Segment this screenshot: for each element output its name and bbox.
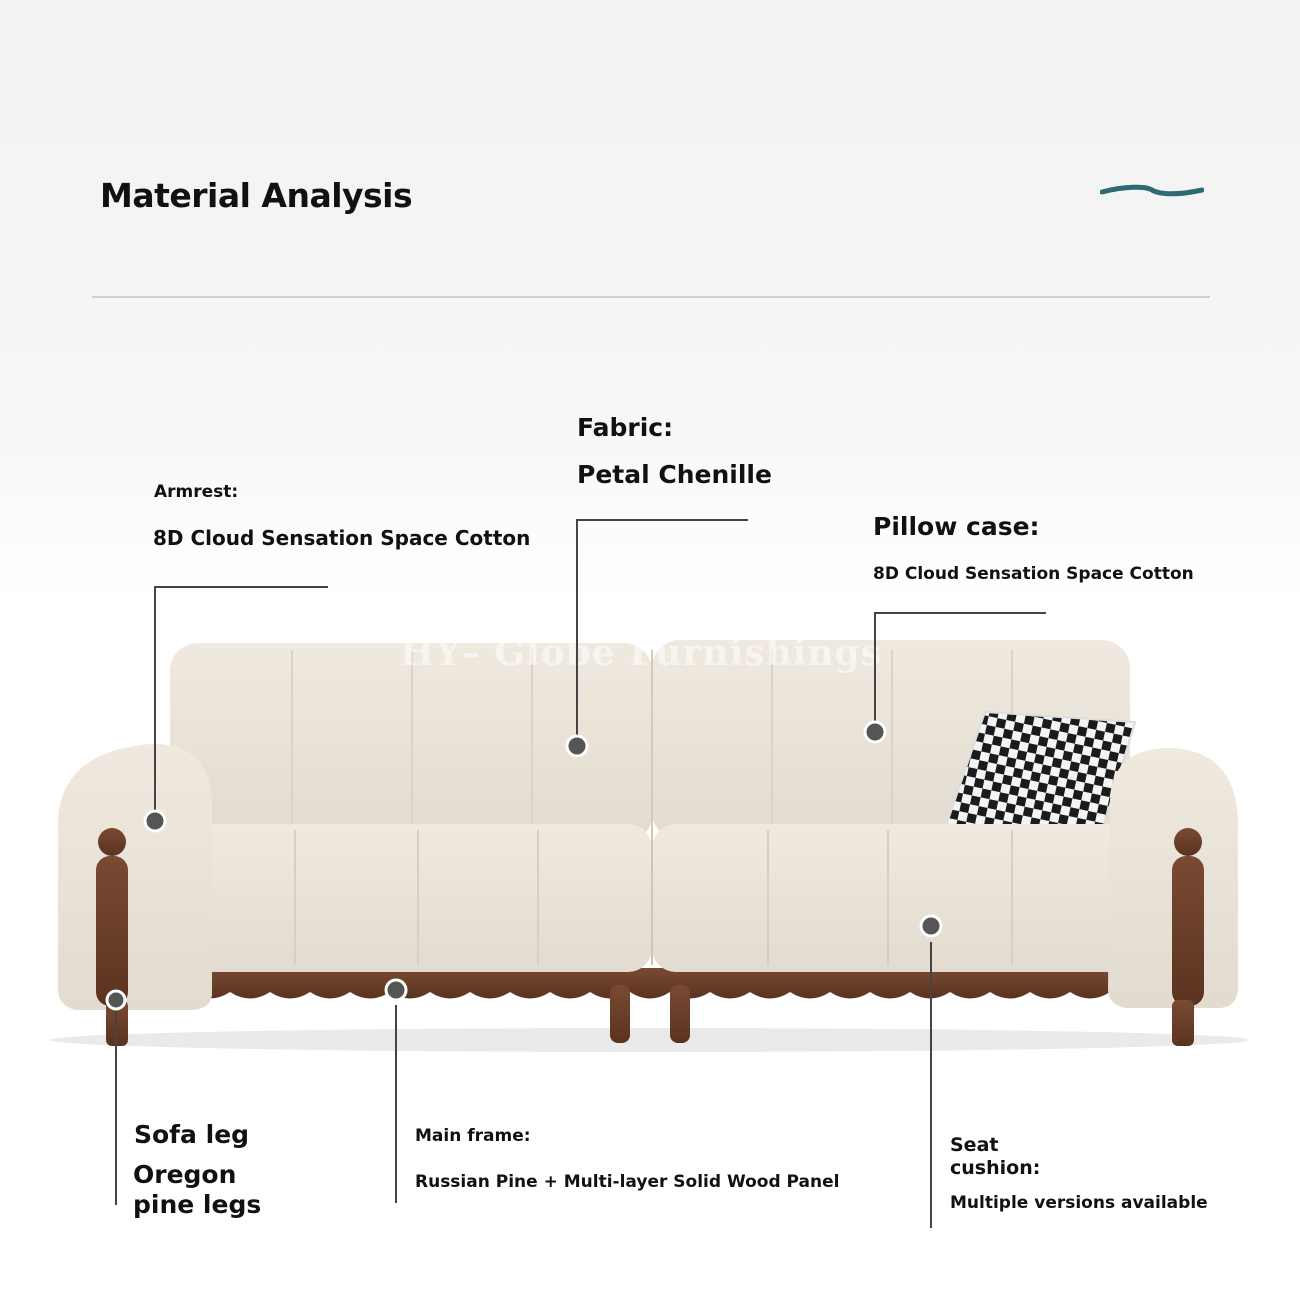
pillow-label: Pillow case:	[873, 512, 1040, 541]
seat-marker	[921, 916, 941, 936]
pillow-material: 8D Cloud Sensation Space Cotton	[873, 564, 1194, 584]
seat-label-line1: Seat	[950, 1134, 999, 1156]
leg-marker	[107, 991, 125, 1009]
frame-marker	[386, 980, 406, 1000]
armrest-label: Armrest:	[154, 482, 239, 502]
watermark-text: HY– Globe Furnishings	[400, 632, 882, 674]
seat-label-line2: cushion:	[950, 1157, 1041, 1179]
fabric-marker	[567, 736, 587, 756]
pillow-marker	[865, 722, 885, 742]
leg-label: Sofa leg	[134, 1120, 250, 1149]
leg-material-line2: pine legs	[133, 1190, 262, 1219]
page-title: Material Analysis	[100, 176, 413, 215]
armrest-marker	[145, 811, 165, 831]
frame-label: Main frame:	[415, 1126, 531, 1146]
frame-material: Russian Pine + Multi-layer Solid Wood Panel	[415, 1172, 840, 1192]
leg-material-line1: Oregon	[133, 1160, 237, 1189]
seat-material: Multiple versions available	[950, 1193, 1208, 1213]
fabric-label: Fabric:	[577, 413, 674, 442]
armrest-material: 8D Cloud Sensation Space Cotton	[153, 526, 531, 550]
fabric-material: Petal Chenille	[577, 460, 772, 489]
